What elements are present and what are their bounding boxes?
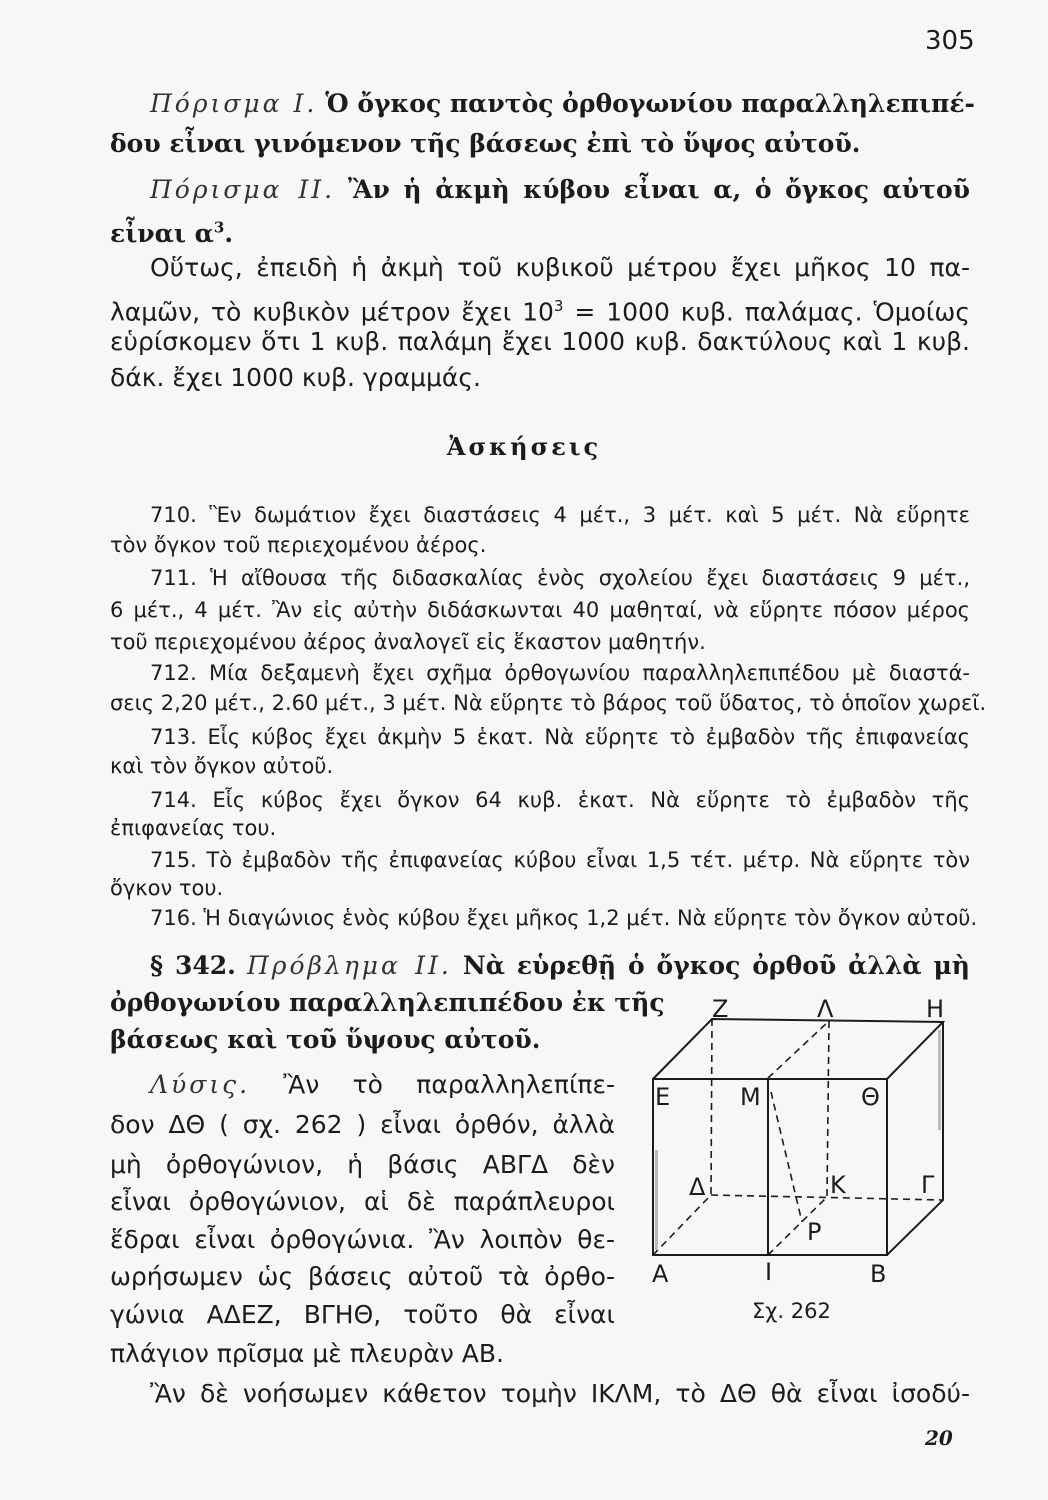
hidden-edge-lk (827, 1021, 829, 1197)
solution-line: γώνια ΑΔΕΖ, ΒΓΗΘ, τοῦτο θὰ εἶναι (110, 1300, 615, 1329)
page-number: 305 (925, 26, 975, 56)
exercise-line: 714. Εἷς κύβος ἔχει ὄγκον 64 κυβ. ἑκατ. Νὰ εὕρητε τὸ ἐμβαδὸν τῆς (150, 788, 970, 812)
exercise-line: σεις 2,20 μέτ., 2.60 μέτ., 3 μέτ. Νὰ εὕρητε τὸ βάρος τοῦ ὕδατος, τὸ ὁποῖον χωρεῖ. (110, 691, 987, 715)
porisma-1-label: Πόρισμα I. (150, 89, 318, 118)
porisma-2-label: Πόρισμα II. (150, 175, 336, 204)
label-e: Ε (655, 1083, 671, 1111)
label-th: Θ (861, 1083, 880, 1111)
solution-line: πλάγιον πρῖσμα μὲ πλευρὰν ΑΒ. (110, 1339, 504, 1368)
problem-label: Πρόβλημα II. (246, 951, 452, 980)
label-i: Ι (765, 1258, 773, 1286)
front-face (653, 1079, 887, 1255)
solution-last-line: Ἂν δὲ νοήσωμεν κάθετον τομὴν ΙΚΛΜ, τὸ ΔΘ θὰ εἶναι ἰσοδύ- (150, 1379, 970, 1408)
exponent: 3 (213, 219, 225, 237)
signature-number: 20 (925, 1426, 953, 1450)
exercise-line: 713. Εἷς κύβος ἔχει ἀκμὴν 5 ἑκατ. Νὰ εὕρητε τὸ ἐμβαδὸν τῆς ἐπιφανείας (150, 725, 970, 749)
hidden-edge-ad (653, 1195, 711, 1255)
figure-caption: Σχ. 262 (752, 1299, 831, 1323)
exercise-line: 6 μέτ., 4 μέτ. Ἂν εἰς αὐτὴν διδάσκωνται 40 μαθηταί, νὰ εὕρητε πόσον μέρος (110, 598, 970, 622)
exercise-line: τοῦ περιεχομένου ἀέρος ἀναλογεῖ εἰς ἕκαστον μαθητήν. (110, 630, 706, 654)
para-text: = 1000 κυβ. παλάμας. Ὁμοίως (563, 297, 970, 327)
solution-line: μὴ ὀρθογώνιον, ἡ βάσις ΑΒΓΔ δὲν (110, 1150, 615, 1179)
problem-text: Νὰ εὑρεθῇ ὁ ὄγκος ὀρθοῦ ἀλλὰ μὴ (462, 951, 970, 980)
exercises-title: Ἀσκήσεις (446, 432, 602, 461)
para-line: εὑρίσκομεν ὅτι 1 κυβ. παλάμη ἔχει 1000 κυβ. δακτύλους καὶ 1 κυβ. (110, 327, 970, 356)
section-number: § 342. (150, 951, 236, 980)
label-p: Ρ (807, 1218, 822, 1246)
para-line: δάκ. ἔχει 1000 κυβ. γραμμάς. (110, 363, 481, 392)
hidden-edge-ml (768, 1021, 829, 1078)
exercise-line: 716. Ἡ διαγώνιος ἑνὸς κύβου ἔχει μῆκος 1,2 μέτ. Νὰ εὕρητε τὸν ὄγκον αὐτοῦ. (150, 906, 978, 930)
para-line: Οὕτως, ἐπειδὴ ἡ ἀκμὴ τοῦ κυβικοῦ μέτρου ἔχει μῆκος 10 πα- (150, 253, 970, 282)
hidden-edge-mp (771, 1092, 802, 1222)
porisma-2-text: Ἂν ἡ ἀκμὴ κύβου εἶναι α, ὁ ὄγκος αὐτοῦ (348, 175, 970, 204)
label-b: Β (870, 1260, 887, 1288)
exercise-line: 711. Ἡ αἴθουσα τῆς διδασκαλίας ἑνὸς σχολείου ἔχει διαστάσεις 9 μέτ., (150, 566, 970, 590)
porisma-2-text-2: εἶναι α (110, 219, 214, 249)
label-z: Ζ (712, 995, 729, 1023)
exercise-line: ὄγκον του. (110, 876, 224, 900)
label-h: Η (926, 995, 945, 1023)
exercise-line: τὸν ὄγκον τοῦ περιεχομένου ἀέρος. (110, 533, 487, 557)
problem-text-2: ὀρθογωνίου παραλληλεπιπέδου ἐκ τῆς (110, 988, 665, 1017)
exercise-line: 715. Τὸ ἐμβαδὸν τῆς ἐπιφανείας κύβου εἶναι 1,5 τέτ. μέτρ. Νὰ εὕρητε τὸν (150, 848, 970, 872)
exponent: 3 (553, 297, 564, 315)
solution-line: εἶναι ὀρθογώνιον, αἱ δὲ παράπλευροι (110, 1187, 615, 1216)
solution-text: Ἂν τὸ παραλληλεπίπε- (283, 1070, 616, 1099)
exercise-line: ἐπιφανείας του. (110, 816, 277, 840)
exercise-line: 710. Ἓν δωμάτιον ἔχει διαστάσεις 4 μέτ., 3 μέτ. καὶ 5 μέτ. Νὰ εὕρητε (150, 503, 970, 527)
solution-label: Λύσις. (150, 1070, 251, 1099)
exercise-line: 712. Μία δεξαμενὴ ἔχει σχῆμα ὀρθογωνίου παραλληλεπιπέδου μὲ διαστά- (150, 661, 970, 685)
porisma-1-text-2: δου εἶναι γινόμενον τῆς βάσεως ἐπὶ τὸ ὕψος αὐτοῦ. (110, 129, 861, 158)
porisma-1-text: Ὁ ὄγκος παντὸς ὀρθογωνίου παραλληλεπιπέ- (325, 89, 975, 118)
solution-line: δον ΔΘ ( σχ. 262 ) εἶναι ὀρθόν, ἀλλὰ (110, 1110, 615, 1139)
right-face-edges (887, 1022, 943, 1255)
period: . (224, 219, 234, 249)
label-a: Α (652, 1260, 669, 1288)
label-d: Δ (689, 1173, 706, 1201)
label-l: Λ (817, 995, 834, 1023)
hidden-edge-zd (711, 1019, 712, 1195)
solution-line: ἕδραι εἶναι ὀρθογώνια. Ἂν λοιπὸν θε- (110, 1225, 615, 1254)
solution-line: ωρήσωμεν ὡς βάσεις αὐτοῦ τὰ ὀρθο- (110, 1262, 615, 1291)
label-g: Γ (921, 1171, 935, 1199)
para-text: λαμῶν, τὸ κυβικὸν μέτρον ἔχει 10 (110, 297, 554, 327)
problem-text-3: βάσεως καὶ τοῦ ὕψους αὐτοῦ. (110, 1025, 541, 1054)
label-m: Μ (740, 1083, 761, 1111)
exercise-line: καὶ τὸν ὄγκον αὐτοῦ. (110, 754, 334, 778)
label-k: Κ (830, 1171, 846, 1199)
